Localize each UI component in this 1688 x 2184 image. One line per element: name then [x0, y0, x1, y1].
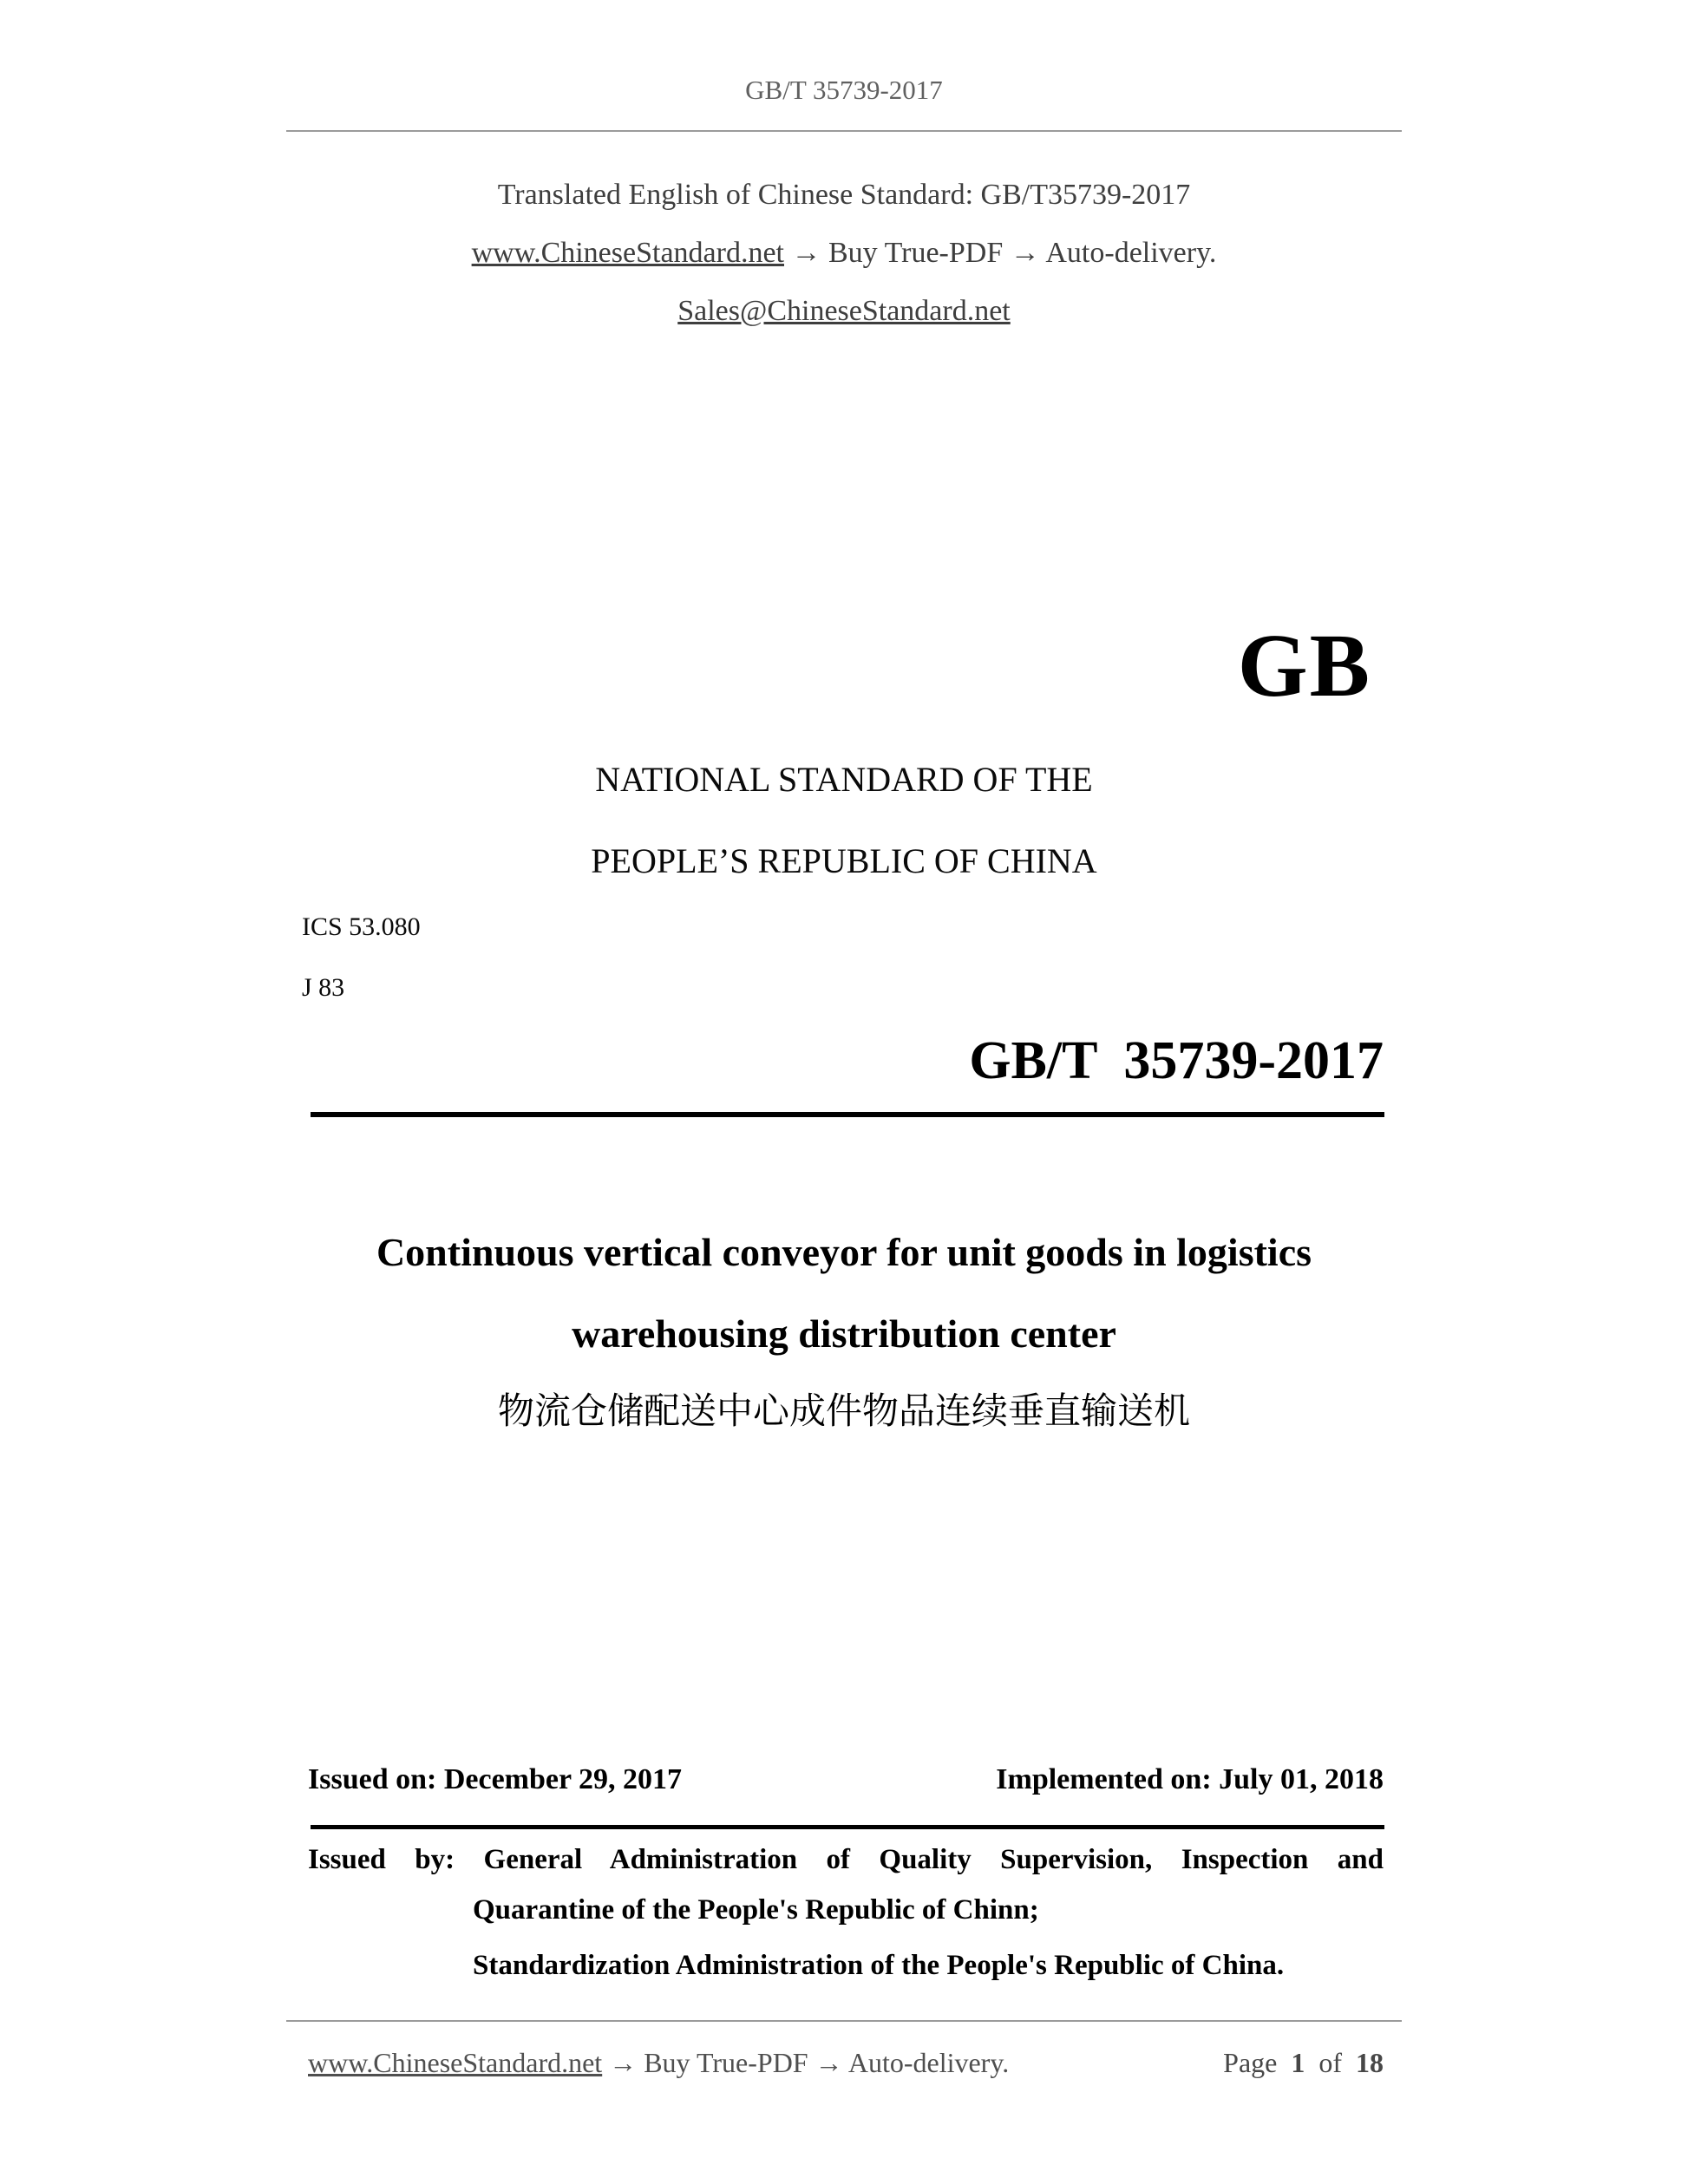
dates-row [308, 1762, 1384, 1796]
provider-line [0, 236, 1688, 270]
national-standard-line2: PEOPLE’S REPUBLIC OF CHINA [591, 841, 1097, 880]
sales-email-line [0, 294, 1688, 328]
page-total: 18 [1356, 2047, 1384, 2078]
national-standard-line1: NATIONAL STANDARD OF THE [595, 760, 1093, 799]
standard-number-rule [311, 1112, 1384, 1117]
of-label: of [1318, 2047, 1342, 2078]
footer-buy-info-text: → Buy True-PDF → Auto-delivery. [602, 2047, 1010, 2078]
footer-website-link[interactable]: www.ChineseStandard.net [308, 2047, 603, 2078]
running-header-doc-code: GB/T 35739-2017 [745, 75, 943, 105]
issuer-line1: Issued by: General Administration of Quality Supervision, Inspection and [308, 1844, 1384, 1875]
standard-number: GB/T 35739-2017 [969, 1031, 1384, 1090]
website-link[interactable]: www.ChineseStandard.net [471, 237, 784, 269]
buy-info-text: → Buy True-PDF → Auto-delivery. [784, 237, 1217, 269]
title-chinese: 物流仓储配送中心成件物品连续垂直输送机 [497, 1392, 1190, 1432]
issuer-line3: Standardization Administration of the People's Republic of China. [473, 1950, 1285, 1981]
ics-code: ICS 53.080 [302, 912, 421, 941]
gb-logo: GB [1237, 616, 1371, 716]
translation-notice: Translated English of Chinese Standard: GB/T35739-2017 [497, 179, 1191, 211]
title-english-line1: Continuous vertical conveyor for unit goods in logistics [376, 1230, 1312, 1274]
footer-divider-line [286, 2020, 1402, 2022]
issued-date: Issued on: December 29, 2017 [308, 1763, 682, 1795]
issuer-line2: Quarantine of the People's Republic of Chinn; [473, 1894, 1039, 1926]
page-label: Page [1223, 2047, 1278, 2078]
page-current: 1 [1291, 2047, 1305, 2078]
dates-rule [311, 1825, 1384, 1829]
header-divider-line [286, 130, 1402, 132]
implemented-date: Implemented on: July 01, 2018 [996, 1763, 1384, 1795]
sales-email-link[interactable]: Sales@ChineseStandard.net [677, 295, 1011, 327]
page-indicator [1223, 2047, 1384, 2079]
footer-provider-line [308, 2047, 1009, 2079]
class-code: J 83 [302, 973, 345, 1002]
title-english-line2: warehousing distribution center [572, 1311, 1116, 1356]
